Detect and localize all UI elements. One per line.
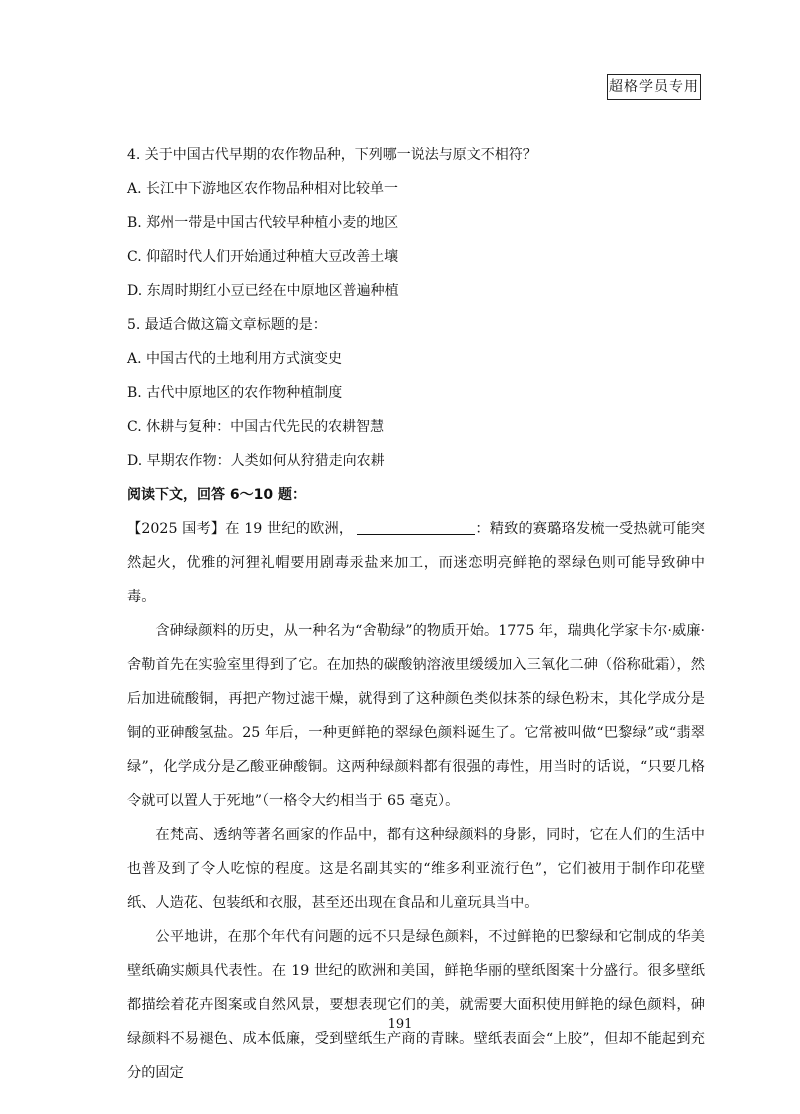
question-4-option-d: D. 东周时期红小豆已经在中原地区普遍种植 bbox=[127, 283, 399, 299]
reading-intro-end: ：精致的赛璐珞发梳一受热就可能突然起火，优雅的河狸礼帽要用剧毒汞盐来加工，而迷恋明亮鲜艳的翠绿色则可能导致砷中毒。 bbox=[127, 521, 705, 605]
reading-paragraph-2: 在梵高、透纳等著名画家的作品中，都有这种绿颜料的身影，同时，它在人们的生活中也普及到了令人吃惊的程度。这是名副其实的“维多利亚流行色”，它们被用于制作印花壁纸、人造花、包装纸和衣服，甚至还出现在食品和儿童玩具当中。 bbox=[127, 827, 705, 911]
question-4 bbox=[127, 138, 705, 308]
question-4-stem: 4. 关于中国古代早期的农作物品种，下列哪一说法与原文不相符？ bbox=[127, 147, 537, 163]
reading-intro bbox=[127, 512, 705, 614]
reading-intro-start: 【2025 国考】在 19 世纪的欧洲， bbox=[127, 521, 354, 537]
question-5-option-c: C. 休耕与复种：中国古代先民的农耕智慧 bbox=[127, 419, 385, 435]
page-number: 191 bbox=[387, 1017, 413, 1032]
reading-paragraph-1: 含砷绿颜料的历史，从一种名为“舍勒绿”的物质开始。1775 年，瑞典化学家卡尔·威廉·舍勒首先在实验室里得到了它。在加热的碳酸钠溶液里缓缓加入三氧化二砷（俗称砒霜），然后加进硫酸铜，再把产物过滤干燥，就得到了这种颜色类似抹茶的绿色粉末，其化学成分是铜的亚砷酸氢盐。25 年后，一种更鲜艳的翠绿色颜料诞生了。它常被叫做“巴黎绿”或“翡翠绿”，化学成分是乙酸亚砷酸铜。这两种绿颜料都有很强的毒性，用当时的话说，“只要几格令就可以置人于死地”（一格令大约相当于 65 毫克）。 bbox=[127, 623, 705, 809]
question-5-option-d: D. 早期农作物：人类如何从狩猎走向农耕 bbox=[127, 453, 385, 469]
question-5-option-b: B. 古代中原地区的农作物种植制度 bbox=[127, 385, 343, 401]
fill-in-blank bbox=[357, 520, 475, 535]
question-4-option-b: B. 郑州一带是中国古代较早种植小麦的地区 bbox=[127, 215, 399, 231]
question-5-option-a: A. 中国古代的土地利用方式演变史 bbox=[127, 351, 343, 367]
page-content bbox=[127, 138, 705, 1090]
question-5 bbox=[127, 308, 705, 478]
question-4-option-a: A. 长江中下游地区农作物品种相对比较单一 bbox=[127, 181, 399, 197]
question-5-stem: 5. 最适合做这篇文章标题的是： bbox=[127, 317, 327, 333]
reading-heading: 阅读下文，回答 6～10 题： bbox=[127, 487, 306, 503]
student-only-badge: 超格学员专用 bbox=[607, 74, 701, 100]
question-4-option-c: C. 仰韶时代人们开始通过种植大豆改善土壤 bbox=[127, 249, 399, 265]
reading-paragraph-3: 公平地讲，在那个年代有问题的远不只是绿色颜料，不过鲜艳的巴黎绿和它制成的华美壁纸确实颇具代表性。在 19 世纪的欧洲和美国，鲜艳华丽的壁纸图案十分盛行。很多壁纸都描绘着花卉图案或自然风景，要想表现它们的美，就需要大面积使用鲜艳的绿色颜料，砷绿颜料不易褪色、成本低廉，受到壁纸生产商的青睐。壁纸表面会“上胶”，但却不能起到充分的固定 bbox=[127, 929, 705, 1081]
